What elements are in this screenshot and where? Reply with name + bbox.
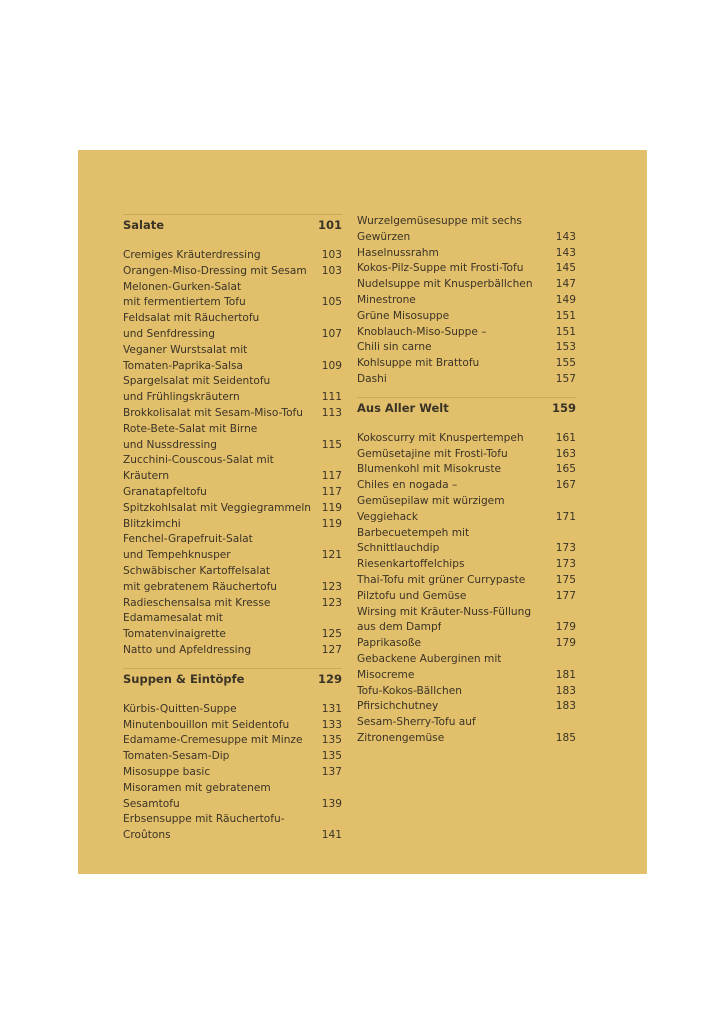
toc-entry	[357, 589, 576, 605]
entry-page-number: 111	[321, 391, 342, 404]
entry-title: mit fermentiertem Tofu	[123, 296, 246, 309]
entry-title: Sesam-Sherry-Tofu auf	[357, 716, 476, 729]
section-heading	[123, 668, 342, 696]
toc-entry	[123, 812, 342, 844]
toc-entry	[357, 261, 576, 277]
toc-entry	[357, 462, 576, 478]
toc-entry	[123, 311, 342, 343]
entry-title: Edamamesalat mit	[123, 612, 223, 625]
section-title: Aus Aller Welt	[357, 400, 449, 415]
entry-page-number: 115	[321, 438, 342, 451]
entry-page-number: 175	[555, 573, 576, 586]
entry-page-number: 125	[321, 628, 342, 641]
entry-page-number: 155	[555, 357, 576, 370]
entry-title: Thai-Tofu mit grüner Currypaste	[357, 573, 526, 586]
entry-title: Spargelsalat mit Seidentofu	[123, 375, 271, 388]
entry-title: Kokos-Pilz-Suppe mit Frosti-Tofu	[357, 262, 524, 275]
entry-page-number: 117	[321, 485, 342, 498]
toc-entry	[357, 214, 576, 246]
entry-title: Nudelsuppe mit Knusperbällchen	[357, 278, 533, 291]
section-heading	[123, 214, 342, 242]
toc-entry	[123, 280, 342, 312]
toc-entry	[123, 406, 342, 422]
toc-entry	[357, 684, 576, 700]
toc-entry	[357, 573, 576, 589]
entry-title: Brokkolisalat mit Sesam-Miso-Tofu	[123, 406, 304, 419]
entry-page-number: 137	[321, 765, 342, 778]
entry-title: Gemüsepilaw mit würzigem	[357, 494, 505, 507]
entry-title: Natto und Apfeldressing	[123, 643, 252, 656]
entry-title: Croûtons	[123, 829, 171, 842]
section-page-number: 129	[317, 671, 342, 686]
entry-title: Veganer Wurstsalat mit	[123, 343, 248, 356]
entry-page-number: 145	[555, 262, 576, 275]
entry-page-number: 141	[321, 829, 342, 842]
entry-title: Melonen-Gurken-Salat	[123, 280, 242, 293]
entry-title: Erbsensuppe mit Räuchertofu-	[123, 813, 285, 826]
entry-page-number: 105	[321, 296, 342, 309]
entry-title: und Frühlingskräutern	[123, 391, 240, 404]
section-title: Suppen & Eintöpfe	[123, 671, 245, 686]
section-title: Salate	[123, 218, 165, 232]
toc-entry	[357, 447, 576, 463]
entry-page-number: 161	[555, 431, 576, 444]
toc-entry	[357, 325, 576, 341]
entry-title: Blitzkimchi	[123, 517, 181, 530]
entry-page-number: 123	[321, 580, 342, 593]
toc-entry	[357, 715, 576, 747]
entry-page-number: 149	[555, 293, 576, 306]
toc-entry	[123, 374, 342, 406]
toc-entry	[357, 246, 576, 262]
entry-page-number: 103	[321, 264, 342, 277]
entry-page-number: 123	[321, 596, 342, 609]
entry-title: Kürbis-Quitten-Suppe	[123, 702, 237, 715]
toc-entry	[123, 749, 342, 765]
entry-title: und Nussdressing	[123, 438, 217, 451]
entry-page-number: 135	[321, 734, 342, 747]
toc-entry	[357, 309, 576, 325]
entry-title: Gewürzen	[357, 230, 411, 243]
entry-title: Kokoscurry mit Knuspertempeh	[357, 431, 524, 444]
entry-page-number: 167	[555, 479, 576, 492]
entry-title: Dashi	[357, 372, 387, 385]
section-heading	[357, 397, 576, 425]
toc-entry	[357, 293, 576, 309]
entry-title: Tomaten-Sesam-Dip	[123, 750, 230, 763]
toc-right-column	[357, 214, 576, 747]
toc-entry	[123, 501, 342, 517]
entry-page-number: 135	[321, 750, 342, 763]
toc-entry	[123, 781, 342, 813]
toc-entry	[123, 564, 342, 596]
toc-entry	[357, 557, 576, 573]
entry-page-number: 113	[321, 406, 342, 419]
entry-title: Schwäbischer Kartoffelsalat	[123, 564, 270, 577]
entry-page-number: 121	[321, 549, 342, 562]
entry-page-number: 163	[555, 447, 576, 460]
entry-title: Kohlsuppe mit Brattofu	[357, 357, 480, 370]
entry-title: Zitronengemüse	[357, 731, 445, 744]
toc-entry	[123, 532, 342, 564]
entry-page-number: 171	[555, 510, 576, 523]
entry-title: Pfirsichchutney	[357, 700, 439, 713]
entry-page-number: 157	[555, 372, 576, 385]
entry-title: Veggiehack	[357, 510, 419, 523]
entry-page-number: 119	[321, 517, 342, 530]
entry-title: Barbecuetempeh mit	[357, 526, 470, 539]
entry-page-number: 117	[321, 470, 342, 483]
toc-entry	[123, 702, 342, 718]
entry-title: Granatapfeltofu	[123, 485, 207, 498]
entry-page-number: 143	[555, 246, 576, 259]
toc-entry	[357, 356, 576, 372]
toc-entry	[357, 699, 576, 715]
entry-page-number: 153	[555, 341, 576, 354]
toc-entry	[357, 652, 576, 684]
toc-entry	[123, 718, 342, 734]
toc-entry	[357, 340, 576, 356]
entry-title: aus dem Dampf	[357, 621, 442, 634]
entry-page-number: 147	[555, 278, 576, 291]
entry-title: Knoblauch-Miso-Suppe –	[357, 325, 487, 338]
entry-title: Chiles en nogada –	[357, 479, 458, 492]
entry-page-number: 173	[555, 558, 576, 571]
section-page-number: 101	[317, 218, 342, 232]
entry-page-number: 139	[321, 797, 342, 810]
toc-entry	[357, 431, 576, 447]
entry-title: Wirsing mit Kräuter-Nuss-Füllung	[357, 605, 532, 618]
entry-title: Tofu-Kokos-Bällchen	[357, 684, 462, 697]
toc-entry	[357, 494, 576, 526]
entry-page-number: 151	[555, 309, 576, 322]
toc-entry	[357, 636, 576, 652]
entry-title: Edamame-Cremesuppe mit Minze	[123, 734, 303, 747]
entry-title: Grüne Misosuppe	[357, 309, 450, 322]
entry-page-number: 131	[321, 702, 342, 715]
entry-page-number: 183	[555, 700, 576, 713]
entry-title: Feldsalat mit Räuchertofu	[123, 312, 260, 325]
entry-title: Gebackene Auberginen mit	[357, 652, 502, 665]
entry-title: Misosuppe basic	[123, 765, 211, 778]
toc-entry	[357, 526, 576, 558]
entry-title: Sesamtofu	[123, 797, 180, 810]
entry-title: Minestrone	[357, 293, 416, 306]
toc-entry	[123, 248, 342, 264]
section-page-number: 159	[551, 400, 576, 415]
toc-entry	[123, 733, 342, 749]
toc-entry	[123, 643, 342, 659]
toc-entry	[357, 372, 576, 388]
entry-title: Radieschensalsa mit Kresse	[123, 596, 271, 609]
entry-title: Paprikasoße	[357, 637, 422, 650]
entry-title: Cremiges Kräuterdressing	[123, 249, 261, 261]
toc-entry	[123, 343, 342, 375]
entry-title: Haselnussrahm	[357, 246, 439, 259]
toc-left-column	[123, 214, 342, 844]
entry-page-number: 151	[555, 325, 576, 338]
entry-title: Minutenbouillon mit Seidentofu	[123, 718, 290, 731]
entry-page-number: 165	[555, 463, 576, 476]
toc-entry	[357, 605, 576, 637]
entry-page-number: 133	[321, 718, 342, 731]
table-of-contents-page	[78, 150, 647, 874]
toc-entry	[123, 453, 342, 485]
entry-page-number: 109	[321, 359, 342, 372]
toc-entry	[123, 611, 342, 643]
entry-title: Fenchel-Grapefruit-Salat	[123, 533, 253, 546]
entry-page-number: 185	[555, 731, 576, 744]
entry-page-number: 179	[555, 621, 576, 634]
entry-title: Rote-Bete-Salat mit Birne	[123, 422, 258, 435]
entry-title: Schnittlauchdip	[357, 542, 440, 555]
toc-entry	[123, 596, 342, 612]
toc-entry	[123, 517, 342, 533]
toc-entry	[123, 264, 342, 280]
entry-page-number: 127	[321, 643, 342, 656]
entry-title: Zucchini-Couscous-Salat mit	[123, 454, 274, 467]
toc-entry	[123, 765, 342, 781]
entry-title: Gemüsetajine mit Frosti-Tofu	[357, 447, 508, 460]
entry-title: Misocreme	[357, 668, 415, 681]
toc-entry	[123, 422, 342, 454]
entry-title: mit gebratenem Räuchertofu	[123, 580, 278, 593]
entry-page-number: 183	[555, 684, 576, 697]
entry-title: und Tempehknusper	[123, 549, 231, 562]
entry-page-number: 103	[321, 249, 342, 261]
entry-title: Misoramen mit gebratenem	[123, 781, 271, 794]
entry-page-number: 179	[555, 637, 576, 650]
entry-page-number: 177	[555, 589, 576, 602]
toc-entry	[357, 478, 576, 494]
entry-title: Riesenkartoffelchips	[357, 558, 465, 571]
entry-page-number: 119	[321, 501, 342, 514]
entry-page-number: 107	[321, 327, 342, 340]
entry-page-number: 173	[555, 542, 576, 555]
entry-page-number: 181	[555, 668, 576, 681]
toc-entry	[123, 485, 342, 501]
entry-title: Chili sin carne	[357, 341, 432, 354]
toc-entry	[357, 277, 576, 293]
entry-title: Tomatenvinaigrette	[123, 628, 226, 641]
entry-page-number: 143	[555, 230, 576, 243]
entry-title: Tomaten-Paprika-Salsa	[123, 359, 244, 372]
entry-title: und Senfdressing	[123, 327, 215, 340]
entry-title: Wurzelgemüsesuppe mit sechs	[357, 215, 522, 227]
entry-title: Orangen-Miso-Dressing mit Sesam	[123, 264, 307, 277]
entry-title: Pilztofu und Gemüse	[357, 589, 467, 602]
entry-title: Blumenkohl mit Misokruste	[357, 463, 502, 476]
entry-title: Kräutern	[123, 470, 170, 483]
entry-title: Spitzkohlsalat mit Veggiegrammeln	[123, 501, 311, 514]
